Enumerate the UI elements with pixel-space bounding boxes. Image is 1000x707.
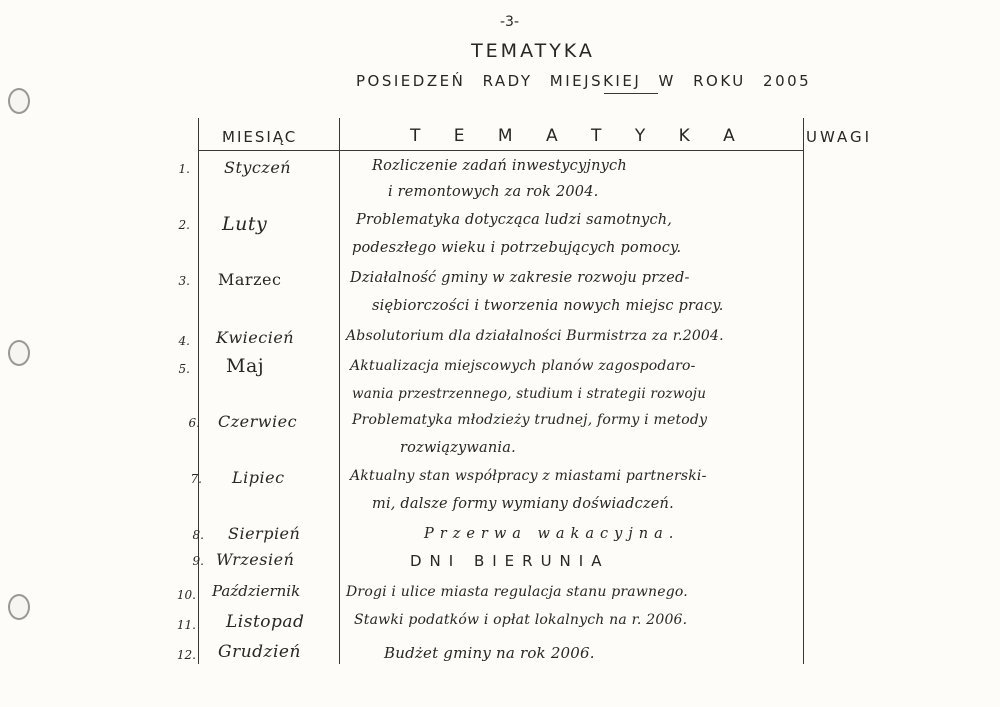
row-topic-line: Przerwa wakacyjna.	[424, 526, 680, 542]
row-topic-line: Rozliczenie zadań inwestycyjnych	[372, 158, 627, 174]
row-topic-line: Problematyka młodzieży trudnej, formy i metody	[352, 412, 708, 428]
row-topic-line: Absolutorium dla działalności Burmistrza za r.2004.	[346, 328, 724, 344]
row-month: Grudzień	[218, 642, 301, 662]
row-topic-line: podeszłego wieku i potrzebujących pomocy.	[352, 240, 682, 256]
binder-hole-bottom	[8, 594, 30, 620]
subtitle-underline	[604, 93, 658, 94]
row-topic-line: Aktualny stan współpracy z miastami partnerski-	[350, 468, 707, 484]
row-topic-line: wania przestrzennego, studium i strategii rozwoju	[352, 386, 707, 402]
row-number: 10.	[176, 588, 196, 602]
row-topic-line: Drogi i ulice miasta regulacja stanu prawnego.	[346, 584, 688, 600]
row-number: 4.	[178, 334, 190, 348]
row-topic-line: siębiorczości i tworzenia nowych miejsc pracy.	[372, 298, 724, 314]
row-topic-line: Stawki podatków i opłat lokalnych na r. 2006.	[354, 612, 688, 628]
row-number: 1.	[178, 162, 190, 176]
notes-column-line	[803, 118, 804, 664]
row-number: 3.	[178, 274, 190, 288]
row-number: 7.	[190, 472, 202, 486]
row-number: 11.	[176, 618, 196, 632]
document-title: TEMATYKA	[471, 40, 595, 62]
row-number: 8.	[192, 528, 204, 542]
row-month: Listopad	[226, 612, 305, 632]
row-topic-line: Problematyka dotycząca ludzi samotnych,	[356, 212, 673, 228]
header-underline	[198, 150, 804, 151]
row-month: Sierpień	[228, 524, 301, 543]
month-column-left-line	[198, 118, 199, 664]
row-topic-line: Budżet gminy na rok 2006.	[384, 644, 595, 662]
month-column-right-line	[339, 118, 340, 664]
row-month: Październik	[212, 582, 301, 600]
page-number: -3-	[500, 14, 520, 30]
row-number: 5.	[178, 362, 190, 376]
row-month: Maj	[226, 355, 265, 377]
row-topic-line: Aktualizacja miejscowych planów zagospodaro-	[350, 358, 696, 374]
binder-hole-middle	[8, 340, 30, 366]
row-month: Luty	[222, 213, 268, 235]
header-notes: UWAGI	[806, 128, 873, 146]
row-number: 6.	[188, 416, 200, 430]
row-topic-line: mi, dalsze formy wymiany doświadczeń.	[372, 496, 674, 512]
document-subtitle: POSIEDZEŃ RADY MIEJSKIEJ W ROKU 2005	[356, 72, 812, 90]
binder-hole-top	[8, 88, 30, 114]
row-month: Czerwiec	[218, 412, 298, 431]
row-month: Wrzesień	[216, 550, 295, 569]
row-month: Kwiecień	[216, 328, 295, 347]
row-topic-line: rozwiązywania.	[400, 440, 516, 456]
header-topic: T E M A T Y K A	[410, 126, 749, 146]
row-number: 2.	[178, 218, 190, 232]
row-topic-line: Działalność gminy w zakresie rozwoju przed-	[350, 270, 690, 286]
row-month: Marzec	[218, 270, 282, 289]
row-number: 9.	[192, 554, 204, 568]
row-topic-line: DNI BIERUNIA	[410, 552, 610, 570]
row-number: 12.	[176, 648, 196, 662]
row-month: Lipiec	[232, 468, 285, 487]
row-topic-line: i remontowych za rok 2004.	[388, 184, 599, 200]
row-month: Styczeń	[224, 158, 292, 177]
header-month: MIESIĄC	[222, 128, 298, 146]
